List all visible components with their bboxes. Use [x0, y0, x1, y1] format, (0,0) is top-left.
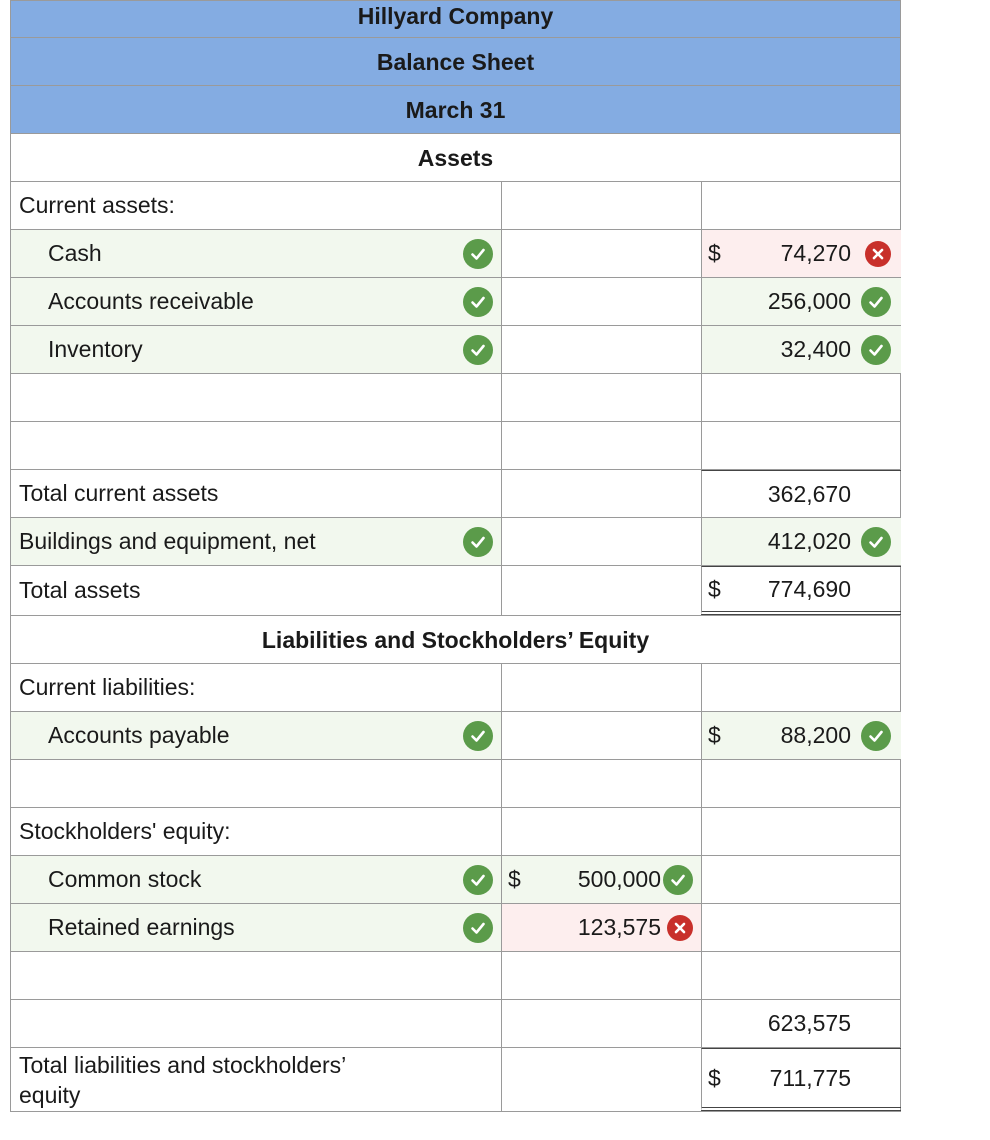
- check-icon: [463, 721, 493, 751]
- buildings-label: Buildings and equipment, net: [19, 528, 316, 554]
- re-value: 123,575: [577, 914, 661, 940]
- dollar-sign: $: [708, 722, 721, 748]
- inventory-value: 32,400: [780, 336, 851, 362]
- x-mark-icon: [667, 915, 693, 941]
- tle-value-cell[interactable]: [701, 1048, 901, 1111]
- current-assets-label: Current assets:: [19, 192, 175, 218]
- buildings-value: 412,020: [767, 528, 851, 554]
- total-current-assets-value: 362,670: [767, 480, 851, 507]
- cs-label-cell[interactable]: [11, 856, 501, 903]
- te-label-cell[interactable]: [11, 1000, 501, 1047]
- company-name-row: [10, 0, 901, 38]
- ap-label-cell[interactable]: [11, 712, 501, 759]
- re-col3[interactable]: [701, 904, 901, 951]
- dollar-sign: $: [708, 240, 721, 266]
- empty-row: [10, 760, 901, 808]
- cash-value: 74,270: [780, 240, 851, 266]
- empty-cell[interactable]: [701, 374, 901, 421]
- ta-col2[interactable]: [501, 566, 701, 615]
- check-icon: [463, 239, 493, 269]
- balance-sheet: [10, 0, 901, 1112]
- buildings-value-cell[interactable]: [701, 518, 901, 565]
- ar-label-cell[interactable]: [11, 278, 501, 325]
- common-stock-row: [10, 856, 901, 904]
- empty-cell[interactable]: [701, 952, 901, 999]
- cash-col2[interactable]: [501, 230, 701, 277]
- buildings-label-cell[interactable]: [11, 518, 501, 565]
- stockholders-equity-label: Stockholders' equity:: [19, 818, 231, 844]
- inventory-label-cell[interactable]: [11, 326, 501, 373]
- se-col2[interactable]: [501, 808, 701, 855]
- cash-label: Cash: [48, 240, 102, 266]
- empty-cell[interactable]: [11, 422, 501, 469]
- company-name: Hillyard Company: [357, 3, 554, 29]
- buildings-col2[interactable]: [501, 518, 701, 565]
- statement-title: Balance Sheet: [376, 49, 535, 75]
- dollar-sign: $: [708, 1064, 721, 1091]
- current-liabilities-row: [10, 664, 901, 712]
- statement-date-row: [10, 86, 901, 134]
- liabilities-title-row: [10, 616, 901, 664]
- empty-cell[interactable]: [11, 374, 501, 421]
- x-mark-icon: [865, 241, 891, 267]
- check-icon: [861, 721, 891, 751]
- cl-col2[interactable]: [501, 664, 701, 711]
- ap-value-cell[interactable]: [701, 712, 901, 759]
- total-liabilities-equity-row: [10, 1048, 901, 1112]
- cash-value-cell[interactable]: [701, 230, 901, 277]
- check-icon: [463, 335, 493, 365]
- ap-col2[interactable]: [501, 712, 701, 759]
- inventory-label: Inventory: [48, 336, 143, 362]
- current-liabilities-label: Current liabilities:: [19, 674, 196, 700]
- liabilities-title: Liabilities and Stockholders’ Equity: [261, 627, 650, 653]
- current-assets-col2[interactable]: [501, 182, 701, 229]
- re-value-cell[interactable]: [501, 904, 701, 951]
- statement-title-row: [10, 38, 901, 86]
- cl-col3[interactable]: [701, 664, 901, 711]
- statement-date: March 31: [405, 97, 506, 123]
- assets-title-row: [10, 134, 901, 182]
- current-assets-row: [10, 182, 901, 230]
- empty-cell[interactable]: [501, 952, 701, 999]
- empty-row: [10, 374, 901, 422]
- check-icon: [861, 287, 891, 317]
- te-col2[interactable]: [501, 1000, 701, 1047]
- check-icon: [463, 527, 493, 557]
- inventory-col2[interactable]: [501, 326, 701, 373]
- empty-cell[interactable]: [501, 760, 701, 807]
- tca-value-cell[interactable]: [701, 470, 901, 517]
- ar-label: Accounts receivable: [48, 288, 254, 314]
- accounts-receivable-row: [10, 278, 901, 326]
- ar-value-cell[interactable]: [701, 278, 901, 325]
- total-le-label: Total liabilities and stockholders’ equity: [19, 1051, 346, 1108]
- te-value-cell[interactable]: [701, 1000, 901, 1047]
- check-icon: [861, 527, 891, 557]
- se-col3[interactable]: [701, 808, 901, 855]
- current-assets-col3[interactable]: [701, 182, 901, 229]
- ap-label: Accounts payable: [48, 722, 230, 748]
- empty-cell[interactable]: [11, 760, 501, 807]
- check-icon: [463, 913, 493, 943]
- empty-cell[interactable]: [701, 422, 901, 469]
- dollar-sign: $: [708, 575, 721, 602]
- assets-title: Assets: [417, 145, 494, 171]
- inventory-value-cell[interactable]: [701, 326, 901, 373]
- cash-row: [10, 230, 901, 278]
- re-label: Retained earnings: [48, 914, 235, 940]
- ar-col2[interactable]: [501, 278, 701, 325]
- dollar-sign: $: [508, 866, 521, 892]
- empty-row: [10, 952, 901, 1000]
- empty-cell[interactable]: [501, 374, 701, 421]
- total-assets-row: [10, 566, 901, 616]
- re-label-cell[interactable]: [11, 904, 501, 951]
- buildings-row: [10, 518, 901, 566]
- cs-value: 500,000: [577, 866, 661, 892]
- ap-value: 88,200: [780, 722, 851, 748]
- cash-label-cell[interactable]: [11, 230, 501, 277]
- empty-cell[interactable]: [11, 952, 501, 999]
- cs-label: Common stock: [48, 866, 202, 892]
- empty-row: [10, 422, 901, 470]
- cs-col3[interactable]: [701, 856, 901, 903]
- total-equity-value: 623,575: [767, 1010, 851, 1036]
- total-assets-label: Total assets: [19, 577, 141, 603]
- stockholders-equity-row: [10, 808, 901, 856]
- accounts-payable-row: [10, 712, 901, 760]
- check-icon: [663, 865, 693, 895]
- check-icon: [463, 287, 493, 317]
- retained-earnings-row: [10, 904, 901, 952]
- total-le-value: 711,775: [769, 1064, 851, 1091]
- tca-col2[interactable]: [501, 470, 701, 517]
- total-equity-row: [10, 1000, 901, 1048]
- tle-col2[interactable]: [501, 1048, 701, 1111]
- ar-value: 256,000: [767, 288, 851, 314]
- ta-value-cell[interactable]: [701, 566, 901, 615]
- total-assets-value: 774,690: [767, 575, 851, 602]
- total-current-assets-row: [10, 470, 901, 518]
- empty-cell[interactable]: [501, 422, 701, 469]
- check-icon: [861, 335, 891, 365]
- empty-cell[interactable]: [701, 760, 901, 807]
- check-icon: [463, 865, 493, 895]
- cs-value-cell[interactable]: [501, 856, 701, 903]
- total-current-assets-label: Total current assets: [19, 480, 219, 506]
- inventory-row: [10, 326, 901, 374]
